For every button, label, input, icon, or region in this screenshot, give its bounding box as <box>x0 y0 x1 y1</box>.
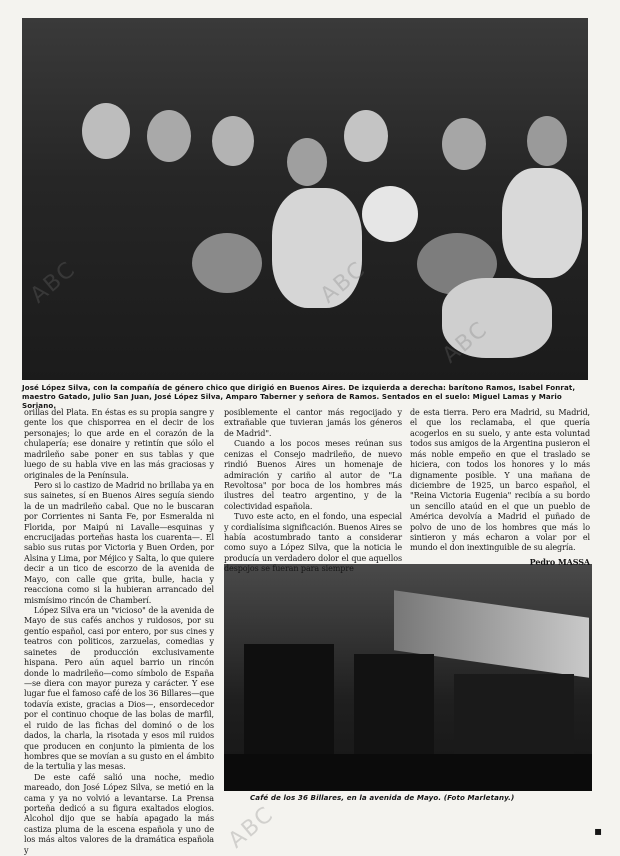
top-photo-caption: José López Silva, con la compañía de género chico que dirigió en Buenos Aires. De izquierda a derecha: barítono Ramos, Isabel Fonrat, maestro Gatado, Julio San Juan, José López Silva, Amparo Taberner y señora de Ramos. Sentados en el suelo: Miguel Lamas y Mario Soriano. <box>22 383 576 410</box>
group-photograph <box>22 18 588 380</box>
paragraph: posiblemente el cantor más regocijado y extrañable que tuvieran jamás los géneros de Madrid". <box>224 408 402 438</box>
article-column-1 <box>24 408 214 856</box>
watermark: ABC <box>25 256 82 309</box>
watermark: ABC <box>315 256 372 309</box>
article-column-3 <box>410 408 590 567</box>
paragraph: Pero si lo castizo de Madrid no brillaba ya en sus sainetes, sí en Buenos Aires seguía siendo la de un madrileño cabal. Que no le buscaran por Corrientes ni Santa Fe, por Esmeralda ni Florida, por Maipú ni Lavalle—esquinas y encrucijadas porteñas hasta los cuarenta—. El sabio sus rutas por Victoria y Buen Orden, por Alsina y Lima, por Méjico y Salta, lo que quiere decir a un tico de escorzo de la avenida de Mayo, con calle que grita, bulle, hacia y reacciona como si la hubieran arrancado del mismísimo rincón de Chamberí. <box>24 480 214 605</box>
corner-mark: ▪ <box>594 824 603 838</box>
author-signature: Pedro MASSA <box>529 556 590 567</box>
paragraph: de esta tierra. Pero era Madrid, su Madrid, el que los reclamaba, el que quería acogerlos en su suelo, y ante esta voluntad todos sus amigos de la Argentina pusieron el más noble empeño en que el traslado se hiciera, con todos los honores y lo más dignamente posible. Y una mañana de diciembre de 1925, un barco español, el "Reina Victoria Eugenia" recibía a su bordo un sencillo ataúd en el que un pueblo de América devolvía a Madrid el puñado de polvo de uno de los hombres que más lo sintieron y más echaron a volar por el mundo el don inextinguible de su alegría. <box>410 408 590 553</box>
bottom-photo-caption: Café de los 36 Billares, en la avenida de Mayo. (Foto Marletany.) <box>250 793 515 802</box>
paragraph: orillas del Plata. En éstas es su propia sangre y gente los que chisporrea en el decir de los personajes; lo que arde en el corazón de la chulapería; ese donaire y retintín que sólo el madrileño sabe poner en sus tablas y que luego de su habla vive en las más graciosas y originales de la Península. <box>24 408 214 480</box>
paragraph: López Silva era un "vicioso" de la avenida de Mayo de sus cafés anchos y ruidosos, por su gentío español, casi por entero, por sus cines y teatros con politicos, zarzuelas, comedias y sainetes de producción exclusivamente hispana. Pero aún aquel barrio un rincón donde lo madrileño—como símbolo de España—se diera con mayor pureza y carácter. Y ese lugar fue el famoso café de los 36 Billares—que todavía existe, gracias a Dios—, ensordecedor por el continuo choque de las bolas de marfil, el ruido de las fichas del dominó o de los dados, la charla, la risotada y esos mil ruidos que producen en conjunto la pimienta de los hombres que se movían a su gusto en el ámbito de la tertulia y las mesas. <box>24 606 214 772</box>
article-column-2 <box>224 408 402 575</box>
paragraph: Tuvo este acto, en el fondo, una especial y cordialísima significación. Buenos Aires se había acostumbrado tanto a considerar como suyo a López Silva, que la noticia le producía un verdadero dolor el que aquellos despojos se fueran para siempre <box>224 512 402 574</box>
watermark: ABC <box>223 801 280 854</box>
watermark: ABC <box>437 316 494 369</box>
cafe-photograph <box>224 564 592 791</box>
paragraph: Cuando a los pocos meses reúnan sus cenizas el Consejo madrileño, de nuevo rindió Buenos Aires un homenaje de admiración y cariño al autor de "La Revoltosa" por boca de los hombres más ilustres del teatro argentino, y de la colectividad española. <box>224 439 402 511</box>
paragraph: De este café salió una noche, medio mareado, don José López Silva, se metió en la cama y ya no volvió a levantarse. La Prensa porteña dedicó a su figura exaltados elogios. Alcohol dijo que se había apagado la más castiza pluma de la escena española y uno de los más altos valores de la dramática española y <box>24 772 214 855</box>
